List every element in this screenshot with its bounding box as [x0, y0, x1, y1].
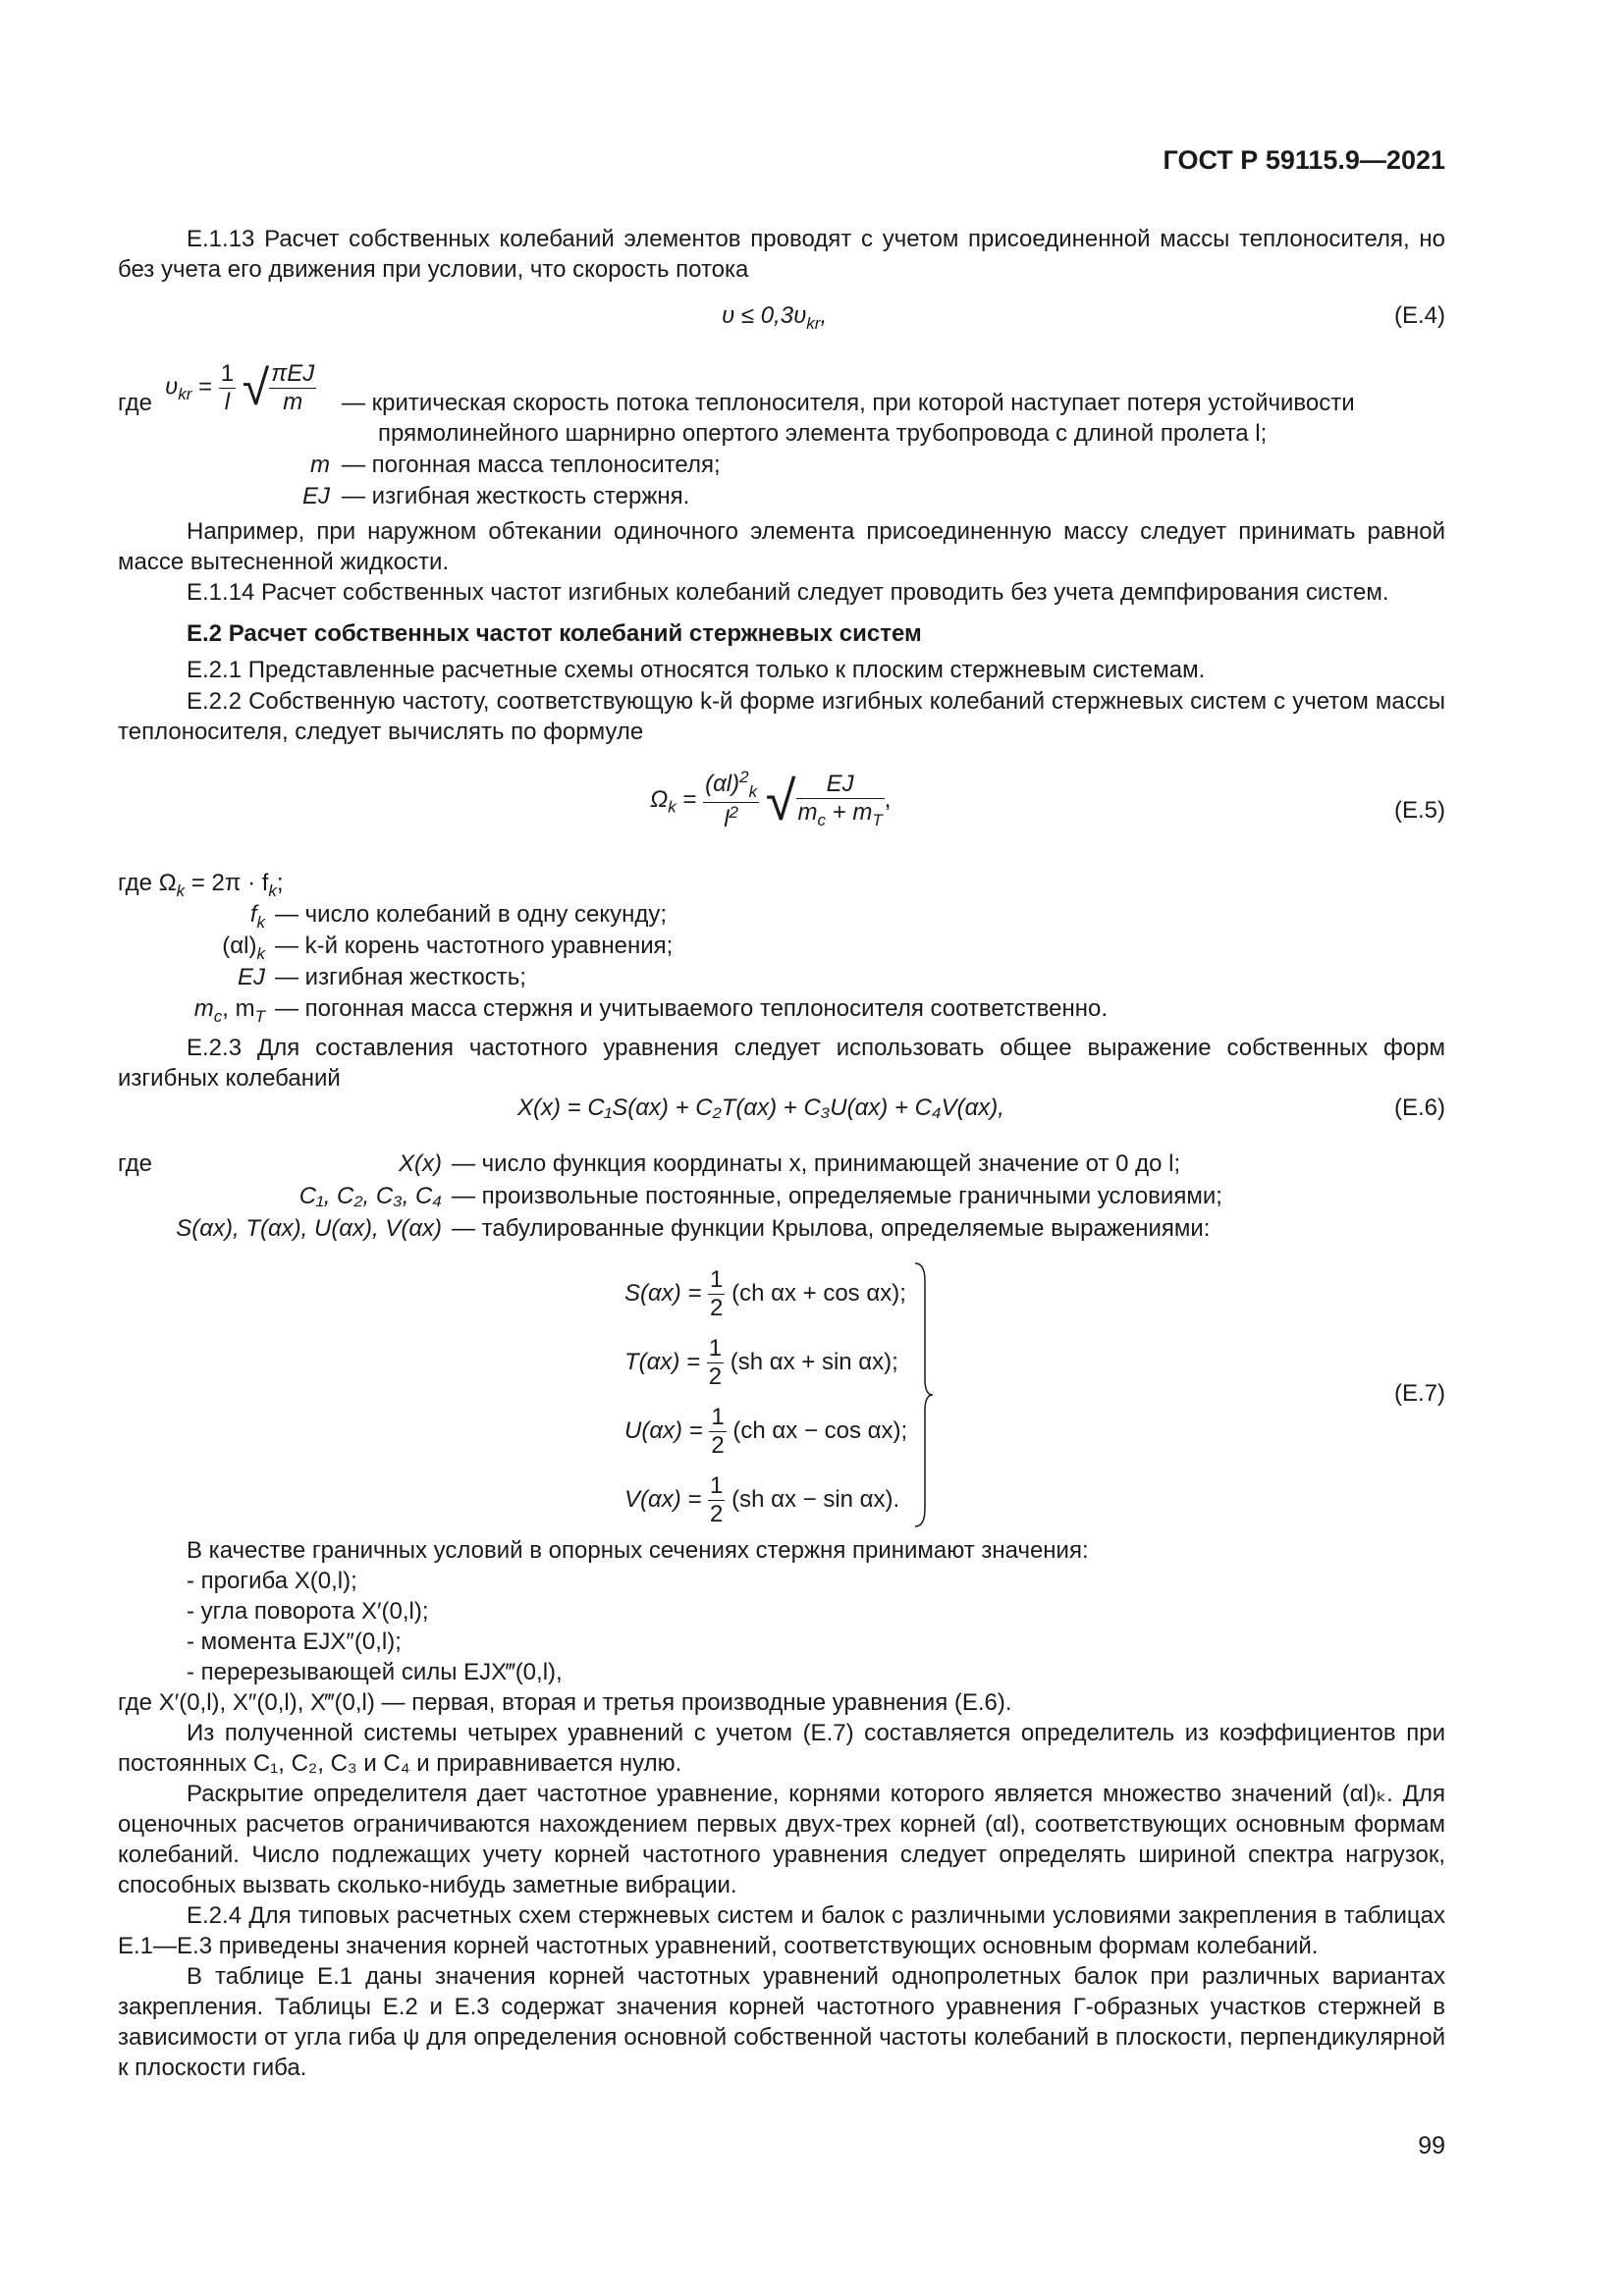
- vkr-description: — критическая скорость потока теплоносителя, при которой наступает потеря устойчивости: [342, 390, 1355, 416]
- fk-description: — число колебаний в одну секунду;: [275, 901, 668, 928]
- ej2-symbol: EJ: [237, 964, 265, 990]
- krylov-brace: [913, 1261, 935, 1528]
- equation-number-e6: (Е.6): [1393, 1095, 1445, 1121]
- c-description: — произвольные постоянные, определяемые граничными условиями;: [452, 1183, 1222, 1209]
- krylov-s: S(αx) = $\frac{1}{2}$ (ch αx + cos αx);: [624, 1266, 906, 1321]
- paragraph-e113: Е.1.13 Расчет собственных колебаний элементов проводят с учетом присоединенной массы теплоносителя, но без учета его движения при условии, что скорость потока: [118, 226, 1445, 283]
- where-label-2: где: [118, 1150, 153, 1177]
- s-description: — табулированные функции Крылова, определяемые выражениями:: [452, 1215, 1211, 1242]
- bc-item-1: - прогиба X(0,l);: [187, 1568, 357, 1594]
- page-number: 99: [1418, 2132, 1445, 2160]
- paragraph-tables: В таблице Е.1 даны значения корней частотных уравнений однопролетных балок при различных вариантах закрепления. Таблицы Е.2 и Е.3 содержат значения корней частотного уравнения Г-образных участков стержней в зависимости от угла гиба ψ для определения основной собственной частоты колебаний в плоскости, перпендикулярной к плоскости гиба.: [118, 1963, 1445, 2081]
- krylov-t: T(αx) = $\frac{1}{2}$ (sh αx + sin αx);: [624, 1335, 898, 1390]
- al-symbol: $(\alpha l)_k$: [222, 933, 265, 963]
- bc-item-3: - момента EJX″(0,l);: [187, 1629, 402, 1655]
- paragraph-example: Например, при наружном обтекании одиночного элемента присоединенную массу следует принимать равной массе вытесненной жидкости.: [118, 518, 1445, 575]
- x-symbol: X(x): [399, 1150, 442, 1177]
- paragraph-frequency-equation: Раскрытие определителя дает частотное уравнение, корнями которого является множество значений (αl)ₖ. Для оценочных расчетов ограничиваются нахождением первых двух-трех корней (αl), соответствующих основным формам колебаний. Число подлежащих учету корней частотного уравнения следует определять шириной спектра нагрузок, способных вызвать сколько-нибудь заметные вибрации.: [118, 1781, 1445, 1898]
- equation-number-e7: (Е.7): [1393, 1380, 1445, 1407]
- vkr-description-cont: прямолинейного шарнирно опертого элемента трубопровода с длиной пролета l;: [378, 420, 1268, 447]
- formula-e6: X(x) = C₁S(αx) + C₂T(αx) + C₃U(αx) + C₄V(αx),: [517, 1095, 1004, 1121]
- m-description: — погонная масса теплоносителя;: [342, 452, 721, 478]
- al-description: — k-й корень частотного уравнения;: [275, 933, 674, 959]
- x-description: — число функция координаты x, принимающей значение от 0 до l;: [452, 1150, 1181, 1177]
- paragraph-e223: Е.2.3 Для составления частотного уравнения следует использовать общее выражение собственных форм изгибных колебаний: [118, 1035, 1445, 1092]
- c-symbol: C₁, C₂, C₃, C₄: [298, 1183, 442, 1209]
- ej-symbol: EJ: [301, 483, 330, 509]
- where-label: где: [118, 390, 153, 416]
- paragraph-bc-intro: В качестве граничных условий в опорных сечениях стержня принимают значения:: [187, 1537, 1089, 1564]
- ej-description: — изгибная жесткость стержня.: [342, 483, 690, 509]
- mc-symbol: $m_c$, $m_T$: [193, 995, 265, 1026]
- m-symbol: m: [310, 452, 330, 478]
- section-title-e2: Е.2 Расчет собственных частот колебаний стержневых систем: [187, 620, 922, 647]
- ej2-description: — изгибная жесткость;: [275, 964, 526, 990]
- formula-e4: $\upsilon \le 0,3\upsilon_{kr}$,: [722, 302, 828, 333]
- krylov-v: V(αx) = $\frac{1}{2}$ (sh αx − sin αx).: [624, 1472, 900, 1527]
- s-symbol: S(αx), T(αx), U(αx), V(αx): [176, 1215, 442, 1242]
- paragraph-e221: Е.2.1 Представленные расчетные схемы относятся только к плоским стержневым системам.: [187, 657, 1206, 683]
- equation-number-e4: (Е.4): [1393, 302, 1445, 329]
- paragraph-e114: Е.1.14 Расчет собственных частот изгибных колебаний следует проводить без учета демпфирования систем.: [187, 579, 1389, 606]
- bc-item-2: - угла поворота X′(0,l);: [187, 1598, 429, 1625]
- bc-item-4: - перерезывающей силы EJX‴(0,l),: [187, 1659, 563, 1685]
- paragraph-e224: Е.2.4 Для типовых расчетных схем стержневых систем и балок с различными условиями закрепления в таблицах Е.1—Е.3 приведены значения корней частотных уравнений, соответствующих основным формам колебаний.: [118, 1902, 1445, 1959]
- document-header: ГОСТ Р 59115.9—2021: [1163, 145, 1445, 175]
- paragraph-determinant: Из полученной системы четырех уравнений с учетом (Е.7) составляется определитель из коэффициентов при постоянных C₁, C₂, C₃ и C₄ и приравнивается нулю.: [118, 1720, 1445, 1777]
- where-omega: где $\Omega_k = 2\pi \cdot f_k$;: [118, 870, 284, 900]
- formula-e5: $\Omega_k$ = $\frac{(\alpha l)^2_k}{l^2}$ √ $\frac{EJ}{m_c + m_T}$ ,: [650, 768, 892, 832]
- mc-description: — погонная масса стержня и учитываемого теплоносителя соответственно.: [275, 995, 1109, 1022]
- krylov-u: U(αx) = $\frac{1}{2}$ (ch αx − cos αx);: [624, 1404, 908, 1459]
- formula-vkr: $\upsilon_{kr}$ = $\frac{1}{l}$ √ $\frac{\text{πEJ}}{m}$: [165, 359, 315, 415]
- equation-number-e5: (Е.5): [1393, 797, 1445, 824]
- fk-symbol: $f_k$: [249, 901, 265, 932]
- paragraph-e222: Е.2.2 Собственную частоту, соответствующую k-й форме изгибных колебаний стержневых систем с учетом массы теплоносителя, следует вычислять по формуле: [118, 688, 1445, 745]
- bc-where: где X′(0,l), X″(0,l), X‴(0,l) — первая, вторая и третья производные уравнения (Е.6).: [118, 1689, 1012, 1716]
